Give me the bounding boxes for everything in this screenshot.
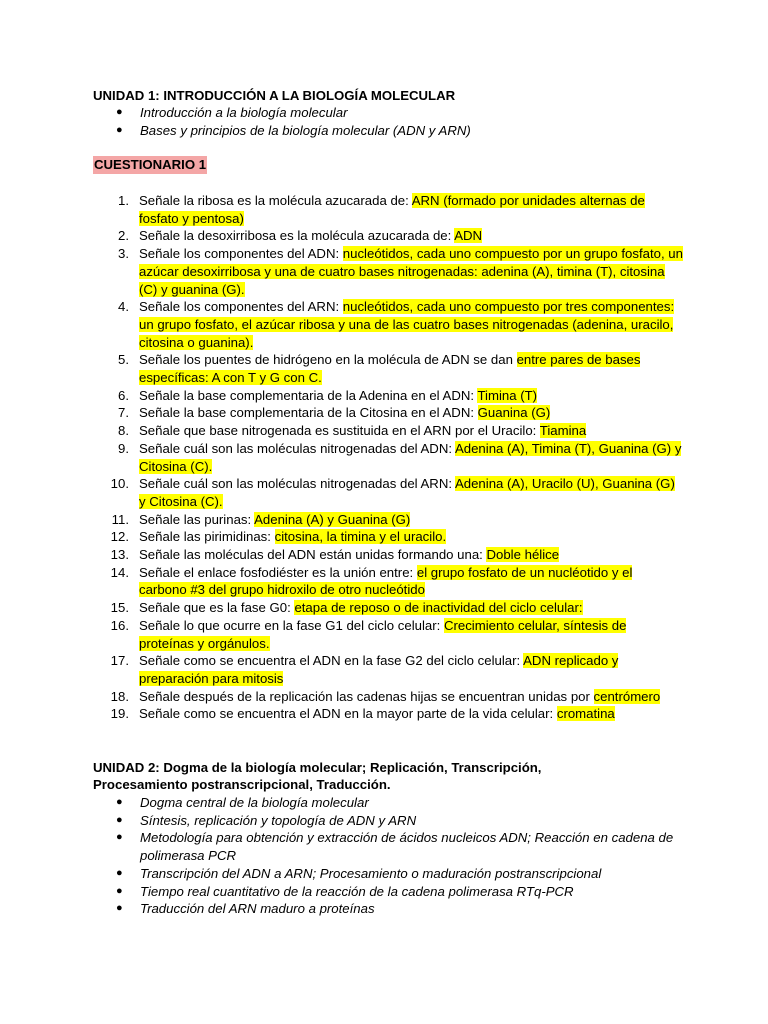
list-item: ● Transcripción del ADN a ARN; Procesamiento o maduración postranscripcional bbox=[116, 865, 602, 881]
question-item: 2. Señale la desoxirribosa es la molécula azucarada de: ADN bbox=[118, 228, 483, 244]
answer-highlight: entre pares de bases específicas: A con T y G con C. bbox=[139, 352, 641, 386]
list-item: ● Introducción a la biología molecular bbox=[116, 105, 348, 120]
bullet-icon: ● bbox=[116, 796, 123, 808]
answer-highlight: Tiamina bbox=[539, 423, 587, 439]
question-item: 13. Señale las moléculas del ADN están unidas formando una: Doble hélice bbox=[110, 547, 560, 563]
bullet-icon: ● bbox=[116, 831, 123, 844]
bullet-icon: ● bbox=[116, 866, 123, 879]
answer-highlight: Timina (T) bbox=[477, 387, 538, 403]
answer-highlight: Adenina (A) y Guanina (G) bbox=[254, 511, 411, 527]
unit2-bullet-list bbox=[93, 794, 693, 918]
question-item: 17. Señale como se encuentra el ADN en la fase G2 del ciclo celular: ADN replicado y preparación para mitosis bbox=[110, 653, 619, 686]
questionnaire-title: CUESTIONARIO 1 bbox=[94, 157, 207, 172]
answer-highlight: Guanina (G) bbox=[477, 405, 551, 421]
bullet-icon: ● bbox=[116, 902, 123, 915]
question-item: 9. Señale cuál son las moléculas nitrogenadas del ADN: Adenina (A), Timina (T), Guanina (G) y Citosina (C). bbox=[118, 440, 682, 474]
question-item: 1. Señale la ribosa es la molécula azucarada de: ARN (formado por unidades alternas de fosfato y pentosa) bbox=[118, 193, 645, 226]
unit1-title: UNIDAD 1: INTRODUCCIÓN A LA BIOLOGÍA MOLECULAR bbox=[93, 88, 456, 103]
question-item: 14. Señale el enlace fosfodiéster es la unión entre: el grupo fosfato de un nucléotido y el carbono #3 del grupo hidroxilo de otro nucleótido bbox=[110, 564, 633, 598]
question-item: 6. Señale la base complementaria de la Adenina en el ADN: Timina (T) bbox=[118, 387, 538, 403]
question-item: 7. Señale la base complementaria de la Citosina en el ADN: Guanina (G) bbox=[118, 405, 551, 421]
question-item: 18. Señale después de la replicación las cadenas hijas se encuentran unidas por centrómero bbox=[110, 688, 661, 704]
answer-highlight: nucleótidos, cada uno compuesto por un grupo fosfato, un azúcar desoxirribosa y una de cuatro bases nitrogenadas: adenina (A), timina (T), citosina (C) y guanina (G). bbox=[139, 246, 683, 297]
question-item: 8. Señale que base nitrogenada es sustituida en el ARN por el Uracilo: Tiamina bbox=[118, 423, 587, 439]
answer-highlight: Adenina (A), Timina (T), Guanina (G) y Citosina (C). bbox=[139, 440, 682, 474]
answer-highlight: ADN bbox=[454, 228, 483, 244]
answer-highlight: ADN replicado y preparación para mitosis bbox=[139, 653, 619, 686]
list-item: ● Metodología para obtención y extracción de ácidos nucleicos ADN; Reacción en cadena de polimerasa PCR bbox=[116, 830, 674, 864]
question-item: 12. Señale las pirimidinas: citosina, la timina y el uracilo. bbox=[110, 529, 447, 545]
answer-highlight: ARN (formado por unidades alternas de fosfato y pentosa) bbox=[139, 193, 645, 226]
question-item: 4. Señale los componentes del ARN: nucleótidos, cada uno compuesto por tres componentes: un grupo fosfato, el azúcar ribosa y una de las cuatro bases nitrogenadas (adenina, uracilo, citosina o guanina). bbox=[118, 299, 675, 350]
answer-highlight: centrómero bbox=[593, 688, 661, 704]
bullet-icon: ● bbox=[116, 813, 123, 826]
question-item: 16. Señale lo que ocurre en la fase G1 del ciclo celular: Crecimiento celular, síntesis de proteínas y orgánulos. bbox=[110, 617, 627, 651]
answer-highlight: etapa de reposo o de inactividad del ciclo celular: bbox=[294, 600, 583, 616]
question-item: 3. Señale los componentes del ADN: nucleótidos, cada uno compuesto por un grupo fosfato, un azúcar desoxirribosa y una de cuatro bases nitrogenadas: adenina (A), timina (T), citosina (C) y guanina (G). bbox=[118, 246, 683, 297]
question-item: 11. Señale las purinas: Adenina (A) y Guanina (G) bbox=[111, 511, 411, 527]
answer-highlight: citosina, la timina y el uracilo. bbox=[274, 529, 447, 545]
answer-highlight: nucleótidos, cada uno compuesto por tres componentes: un grupo fosfato, el azúcar ribosa y una de las cuatro bases nitrogenadas (adenina, uracilo, citosina o guanina). bbox=[139, 299, 675, 350]
question-item: 19. Señale como se encuentra el ADN en la mayor parte de la vida celular: cromatina bbox=[110, 706, 615, 722]
answer-highlight: Adenina (A), Uracilo (U), Guanina (G) y Citosina (C). bbox=[139, 476, 675, 509]
question-item: 15. Señale que es la fase G0: etapa de reposo o de inactividad del ciclo celular: bbox=[110, 600, 583, 616]
list-item: ● Síntesis, replicación y topología de ADN y ARN bbox=[116, 812, 417, 828]
bullet-icon: ● bbox=[116, 884, 123, 897]
unit2-title-line2: Procesamiento postranscripcional, Traducción. bbox=[93, 777, 391, 792]
bullet-icon: ● bbox=[116, 123, 123, 136]
question-item: 10. Señale cuál son las moléculas nitrogenadas del ARN: Adenina (A), Uracilo (U), Guanina (G) y Citosina (C). bbox=[110, 476, 675, 509]
list-item: ● Tiempo real cuantitativo de la reacción de la cadena polimerasa RTq-PCR bbox=[116, 883, 574, 899]
list-item: ● Dogma central de la biología molecular bbox=[116, 795, 369, 810]
answer-highlight: Doble hélice bbox=[486, 547, 560, 563]
answer-highlight: el grupo fosfato de un nucléotido y el carbono #3 del grupo hidroxilo de otro nucleótido bbox=[139, 564, 633, 598]
list-item: ● Traducción del ARN maduro a proteínas bbox=[116, 901, 375, 917]
answer-highlight: Crecimiento celular, síntesis de proteínas y orgánulos. bbox=[139, 617, 627, 651]
list-item: ● Bases y principios de la biología molecular (ADN y ARN) bbox=[116, 122, 471, 138]
question-list bbox=[93, 192, 683, 723]
answer-highlight: cromatina bbox=[556, 706, 615, 722]
unit1-bullet-list bbox=[93, 104, 693, 139]
question-item: 5. Señale los puentes de hidrógeno en la molécula de ADN se dan entre pares de bases específicas: A con T y G con C. bbox=[118, 352, 641, 386]
bullet-icon: ● bbox=[116, 106, 123, 118]
unit2-title-line1: UNIDAD 2: Dogma de la biología molecular; Replicación, Transcripción, bbox=[93, 760, 542, 775]
